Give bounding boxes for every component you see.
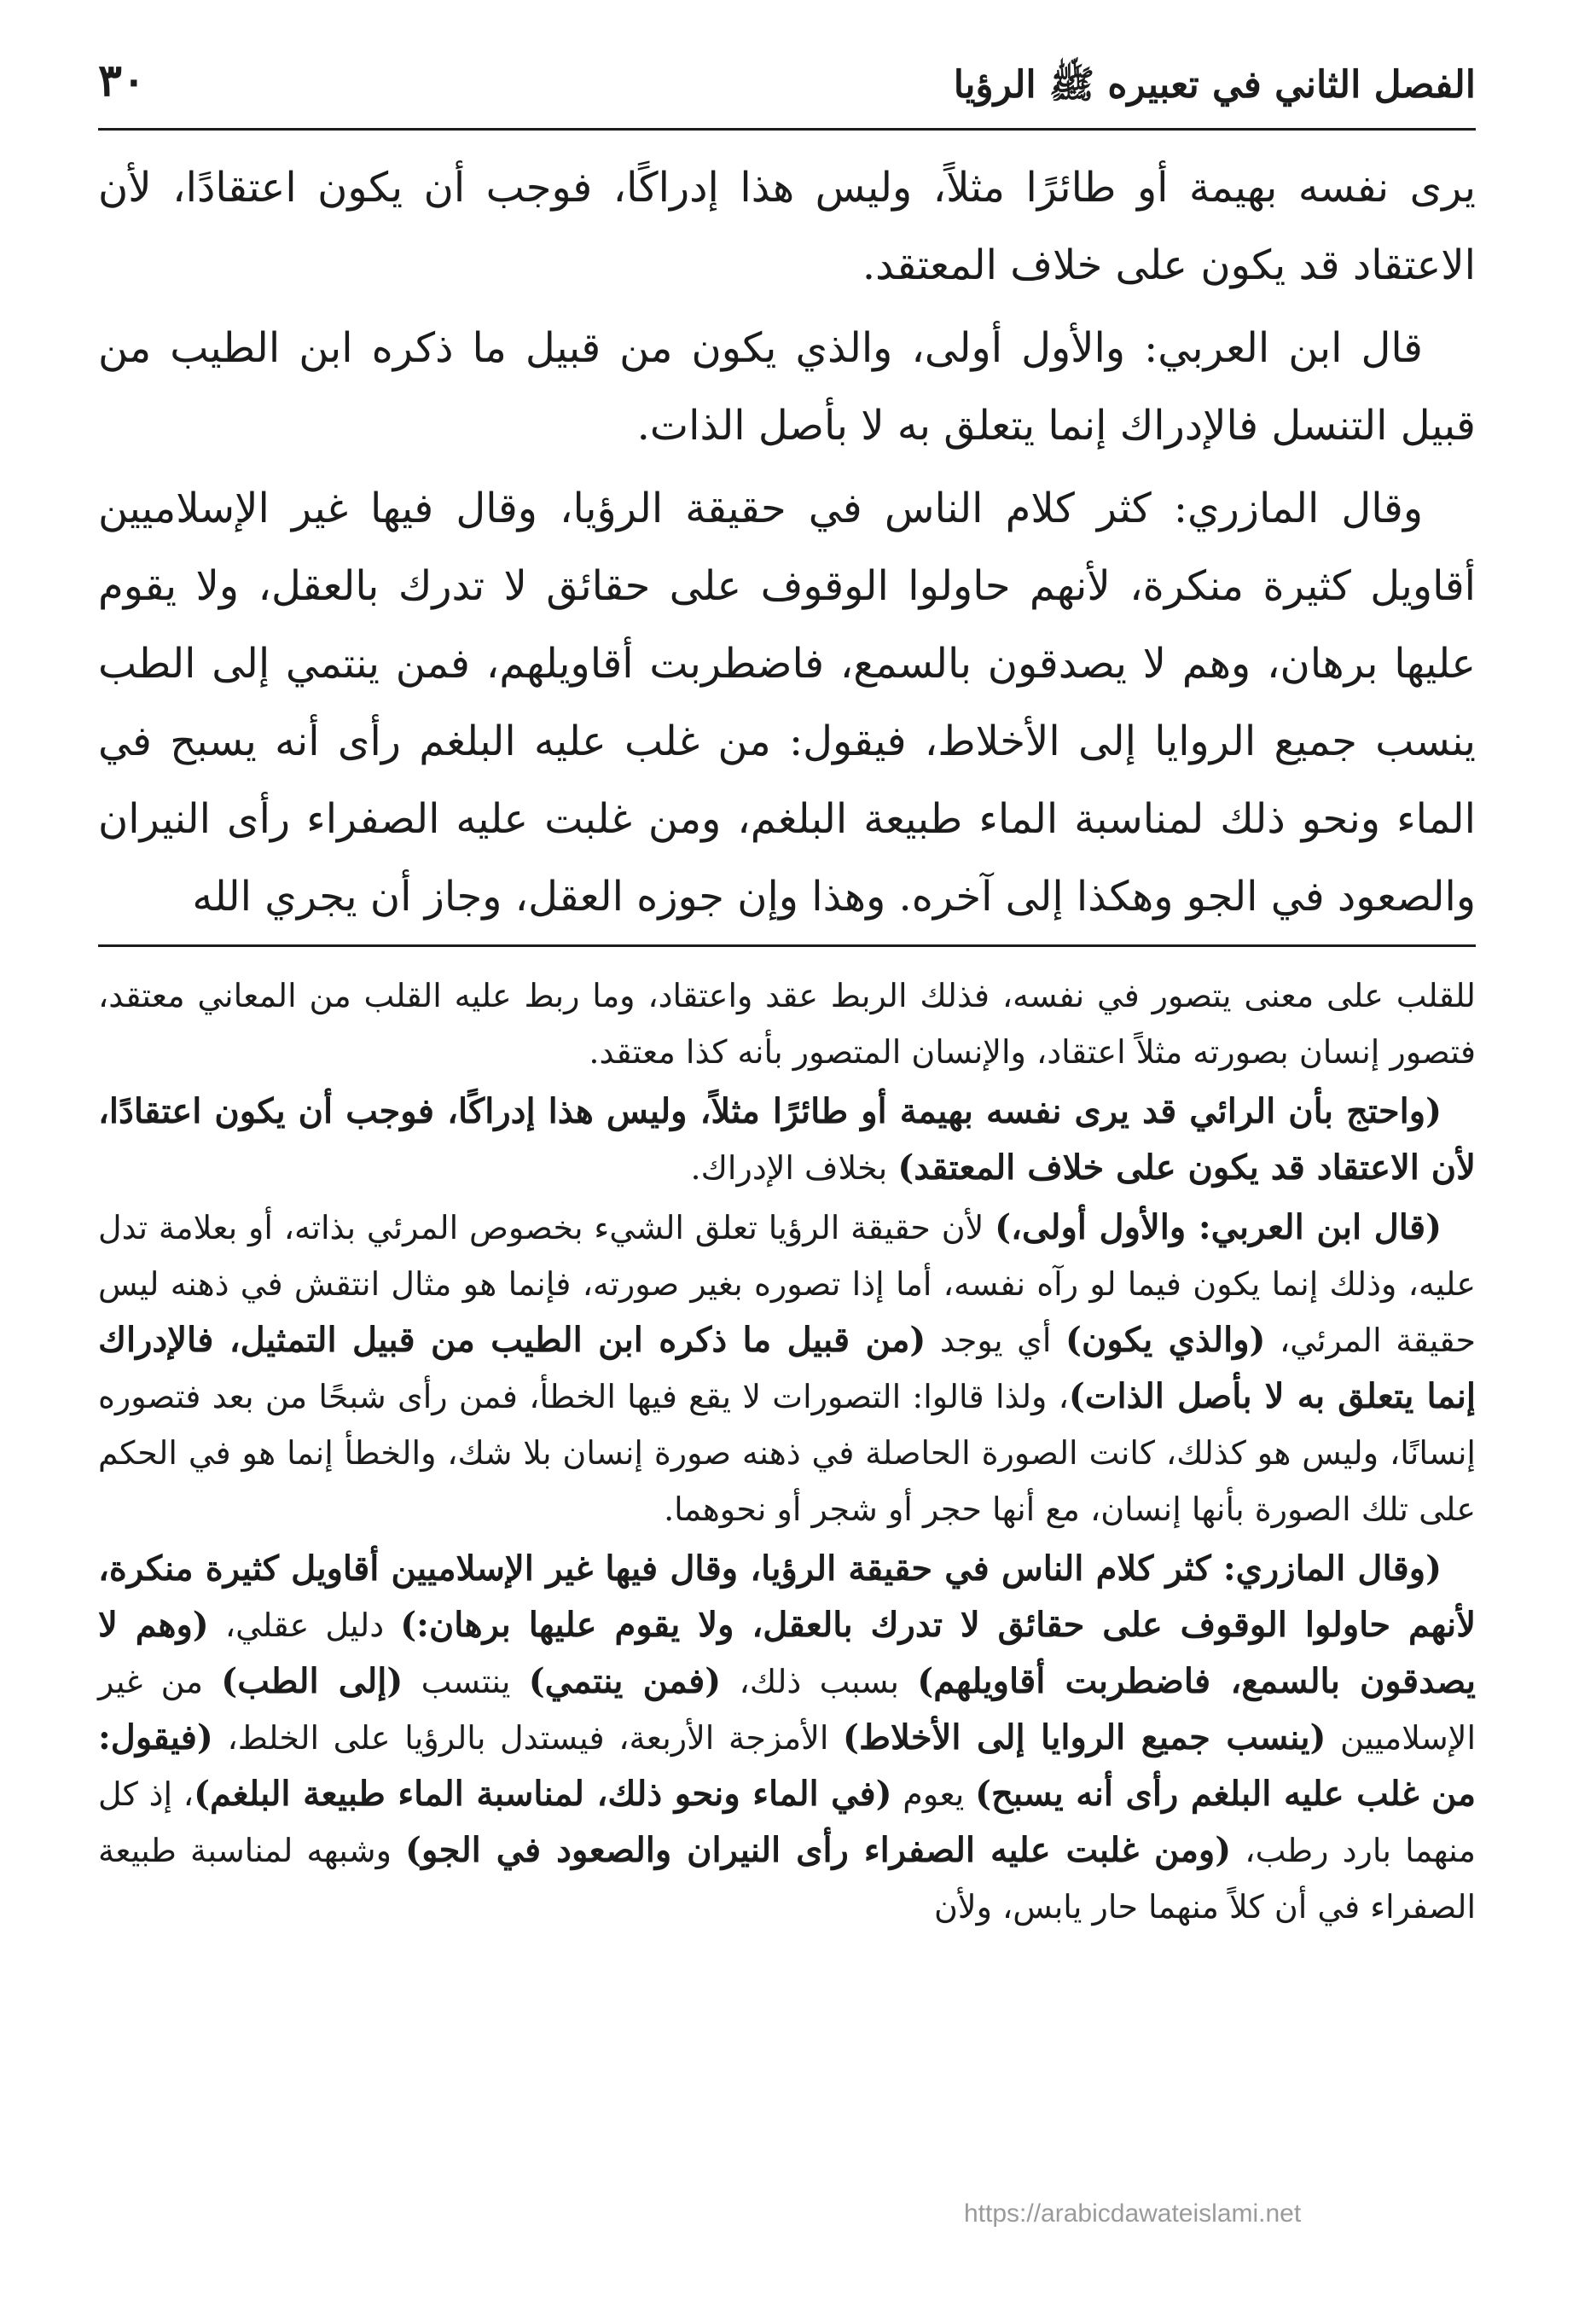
commentary-paragraph: للقلب على معنى يتصور في نفسه، فذلك الربط عقد واعتقاد، وما ربط عليه القلب من المعاني معتقد، فتصور إنسان بصورته مثلاً اعتقاد، والإنسان المتصور بأنه كذا معتقد. — [98, 977, 1476, 1071]
page-number: ٣٠ — [98, 55, 146, 107]
quoted-text: (إلى الطب) — [221, 1661, 403, 1701]
commentary-text-run: ، إذ كل منهما بارد رطب، — [98, 1775, 1477, 1869]
commentary-text — [98, 967, 1476, 1935]
quoted-text: (قال ابن العربي: والأول أولى،) — [995, 1207, 1442, 1247]
quoted-text: (فمن ينتمي) — [528, 1661, 722, 1701]
commentary-paragraph — [98, 1541, 1476, 1935]
main-text — [98, 149, 1476, 936]
commentary-text-run: لأن حقيقة الرؤيا تعلق الشيء بخصوص المرئي بذاته، أو بعلامة تدل عليه، وذلك إنما يكون فيما لو رآه نفسه، أما إذا تصوره بغير صورته، فإنما هو مثال انتقش في ذهنه ليس حقيقة المرئي، — [98, 1209, 1476, 1359]
commentary-text-run: الأمزجة الأربعة، فيستدل بالرؤيا على الخلط، — [212, 1719, 844, 1757]
commentary-text-run: يعوم — [891, 1775, 976, 1813]
commentary-paragraph — [98, 1200, 1476, 1537]
book-page — [98, 43, 1476, 2278]
commentary-text-run: من غير الإسلاميين — [98, 1663, 1477, 1757]
commentary-text-run: وشبهه لمناسبة طبيعة الصفراء في أن كلاً منهما حار يابس، ولأن — [98, 1832, 1476, 1926]
quoted-text: (ينسب جميع الروايا إلى الأخلاط) — [843, 1717, 1326, 1758]
quoted-text: (وقال المازري: كثر كلام الناس في حقيقة الرؤيا، وقال فيها غير الإسلاميين أقاويل كثيرة منكرة، لأنهم حاولوا الوقوف على حقائق لا تدرك بالعقل، ولا يقوم عليها برهان:) — [98, 1548, 1477, 1645]
commentary-text-run: أي يوجد — [926, 1322, 1066, 1359]
commentary-text-run: بسبب ذلك، — [721, 1663, 918, 1700]
commentary-text-run: ينتسب — [403, 1663, 529, 1700]
commentary-text-run: دليل عقلي، — [208, 1606, 401, 1644]
commentary-text-run: ، ولذا قالوا: التصورات لا يقع فيها الخطأ، فمن رأى شبحًا من بعد فتصوره إنسانًا، وليس هو كذلك، كانت الصورة الحاصلة في ذهنه صورة إنسان بلا شك، والخطأ إنما هو في الحكم على تلك الصورة بأنها إنسان، مع أنها حجر أو شجر أو نحوهما. — [98, 1378, 1476, 1528]
quoted-text: (في الماء ونحو ذلك، لمناسبة الماء طبيعة البلغم) — [194, 1774, 892, 1814]
quoted-text: (من قبيل ما ذكره ابن الطيب من قبيل التمثيل، فالإدراك إنما يتعلق به لا بأصل الذات) — [98, 1320, 1477, 1416]
main-paragraph: وقال المازري: كثر كلام الناس في حقيقة الرؤيا، وقال فيها غير الإسلاميين أقاويل كثيرة منكرة، لأنهم حاولوا الوقوف على حقائق لا تدرك بالعقل، ولا يقوم عليها برهان، وهم لا يصدقون بالسمع، فاضطربت أقاويلهم، فمن ينتمي إلى الطب ينسب جميع الروايا إلى الأخلاط، فيقول: من غلب عليه البلغم رأى أنه يسبح في الماء ونحو ذلك لمناسبة الماء طبيعة البلغم، ومن غلبت عليه الصفراء رأى النيران والصعود في الجو وهكذا إلى آخره. وهذا وإن جوزه العقل، وجاز أن يجري الله — [98, 485, 1476, 921]
quoted-text: (واحتج بأن الرائي قد يرى نفسه بهيمة أو طائرًا مثلاً، وليس هذا إدراكًا، فوجب أن يكون اعتقادًا، لأن الاعتقاد قد يكون على خلاف المعتقد) — [98, 1091, 1476, 1188]
commentary-text-run: بخلاف الإدراك. — [690, 1149, 898, 1187]
footnote-separator — [98, 944, 1476, 947]
commentary-paragraph — [98, 1084, 1476, 1196]
watermark-url: https://arabicdawateislami.net — [964, 2199, 1302, 2228]
main-paragraph: يرى نفسه بهيمة أو طائرًا مثلاً، وليس هذا إدراكًا، فوجب أن يكون اعتقادًا، لأن الاعتقاد قد يكون على خلاف المعتقد. — [98, 164, 1477, 289]
quoted-text: (وهم لا يصدقون بالسمع، فاضطربت أقاويلهم) — [98, 1605, 1476, 1701]
quoted-text: (والذي يكون) — [1065, 1320, 1266, 1360]
page-header — [98, 43, 1476, 131]
main-paragraph: قال ابن العربي: والأول أولى، والذي يكون من قبيل ما ذكره ابن الطيب من قبيل التنسل فالإدراك إنما يتعلق به لا بأصل الذات. — [98, 324, 1476, 450]
chapter-title: الفصل الثاني في تعبيره ﷺ الرؤيا — [953, 63, 1476, 107]
quoted-text: (ومن غلبت عليه الصفراء رأى النيران والصعود في الجو) — [405, 1830, 1232, 1870]
quoted-text: (فيقول: من غلب عليه البلغم رأى أنه يسبح) — [98, 1717, 1477, 1814]
